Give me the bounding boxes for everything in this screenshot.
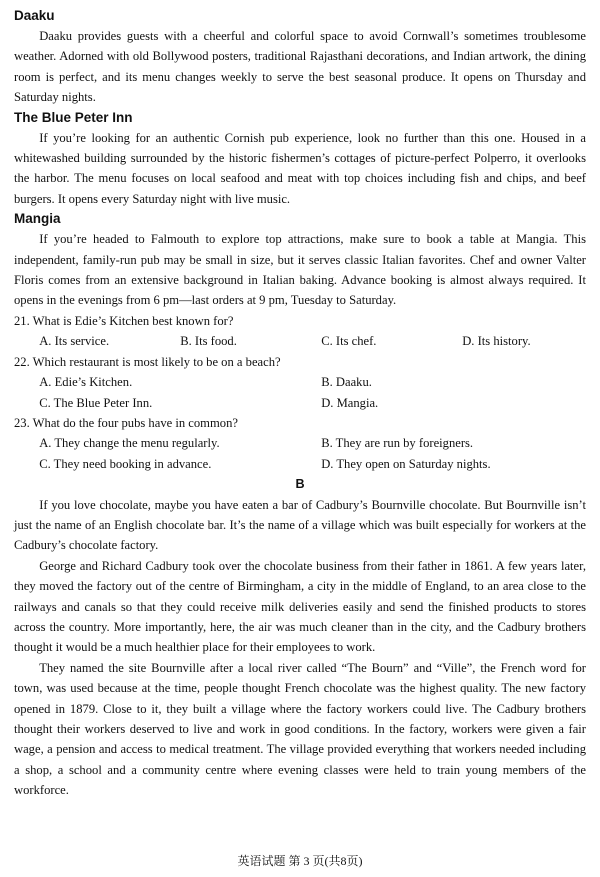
passage-b-paragraph-1: If you love chocolate, maybe you have eaten a bar of Cadbury’s Bournville chocolate. But Bournville isn’t just the name of an English chocolate bar. It’s the name of a village which was built especially for workers at the Cadbury’s chocolate factory.: [14, 497, 586, 553]
question-22-option-a: A. Edie’s Kitchen.: [39, 375, 133, 390]
question-22-option-c: C. The Blue Peter Inn.: [39, 395, 153, 410]
question-23-option-d: D. They open on Saturday nights.: [321, 456, 491, 471]
question-22-option-b: B. Daaku.: [321, 375, 372, 390]
section-b-label: B: [295, 477, 305, 492]
question-23-stem: 23. What do the four pubs have in common?: [14, 415, 238, 430]
section-text-blue-peter-inn: If you’re looking for an authentic Cornish pub experience, look no further than this one. Housed in a whitewashed building surrounded by the historic fishermen’s cottages of picture-perfect Polperro, it overlooks the harbor. The menu focuses on local seafood and meat with top choices including fish and chips, and beef burgers. It opens every Saturday night with live music.: [14, 130, 586, 206]
question-23-option-b: B. They are run by foreigners.: [321, 436, 474, 451]
question-23-options: [14, 433, 586, 474]
section-title-daaku: Daaku: [14, 8, 55, 23]
question-22-options: [14, 372, 586, 413]
question-22-option-d: D. Mangia.: [321, 395, 379, 410]
page-footer: 英语试题 第 3 页(共8页): [237, 854, 363, 868]
question-21-option-c: C. Its chef.: [321, 334, 377, 349]
passage-b-paragraph-2: George and Richard Cadbury took over the chocolate business from their father in 1861. A few years later, they moved the factory out of the centre of Birmingham, a city in the middle of England, to an area close to the railways and canals so that they could receive milk deliveries easily and send the finished products to stores across the country. More importantly, here, the air was much cleaner than in the city, and the Cadbury brothers thought it would be a much healthier place for their employees to work.: [14, 558, 586, 655]
question-21-option-a: A. Its service.: [39, 334, 110, 349]
section-text-daaku: Daaku provides guests with a cheerful and colorful space to avoid Cornwall’s sometimes troublesome weather. Adorned with old Bollywood posters, traditional Rajasthani decorations, and Indian artwork, the dining room is perfect, and its menu changes weekly to serve the best seasonal produce. It opens on Thursday and Saturday nights.: [14, 29, 586, 105]
section-title-mangia: Mangia: [14, 211, 61, 227]
question-22-stem: 22. Which restaurant is most likely to be on a beach?: [14, 354, 281, 369]
exam-page: [14, 6, 586, 801]
question-23-option-a: A. They change the menu regularly.: [39, 436, 220, 451]
question-23-option-c: C. They need booking in advance.: [39, 456, 212, 471]
section-title-blue-peter-inn: The Blue Peter Inn: [14, 109, 133, 125]
question-21-options: [14, 331, 586, 351]
section-text-mangia: If you’re headed to Falmouth to explore top attractions, make sure to book a table at Mangia. This independent, family-run pub may be small in size, but it serves classic Italian favorites. Chef and owner Valter Floris comes from an extensive background in Italian baking. Advance booking is almost always required. It opens in the evenings from 6 pm—last orders at 9 pm, Tuesday to Saturday.: [14, 232, 586, 308]
question-21-stem: 21. What is Edie’s Kitchen best known for?: [14, 313, 234, 328]
passage-b-paragraph-3: They named the site Bournville after a local river called “The Bourn” and “Ville”, the French word for town, was used because at the time, people thought French chocolate was the highest quality. The new factory opened in 1879. Close to it, they built a village where the factory workers could live. The Cadbury brothers thought their workers deserved to live and work in good conditions. In the factory, workers were given a fair wage, a pension and access to medical treatment. The village provided everything that workers needed including a shop, a school and a community centre where evening classes were held to train young members of the workforce.: [14, 660, 586, 798]
question-21-option-d: D. Its history.: [462, 334, 531, 349]
question-21-option-b: B. Its food.: [180, 334, 237, 349]
